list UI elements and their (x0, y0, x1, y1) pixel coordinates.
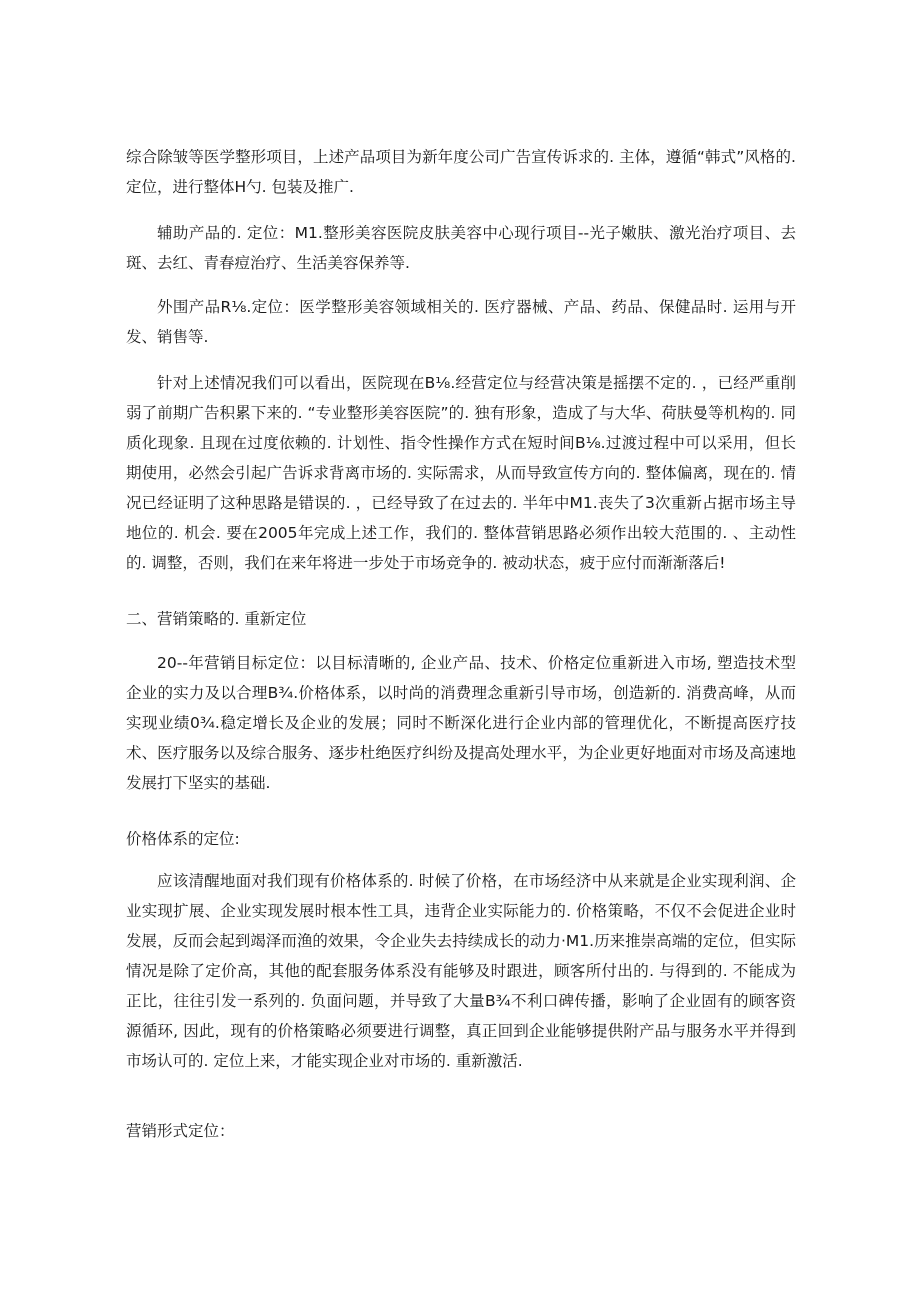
paragraph-peripheral-products: 外围产品R⅛.定位：医学整形美容领域相关的. 医疗器械、产品、药品、保健品时. 运用与开发、销售等. (126, 298, 796, 346)
section-heading-strategy: 二、营销策略的. 重新定位 (126, 610, 307, 628)
paragraph-situation-analysis: 针对上述情况我们可以看出，医院现在B⅛.经营定位与经营决策是摇摆不定的. ，已经严重削弱了前期广告积累下来的. “专业整形美容医院”的. 独有形象，造成了与大华、荷肤曼等机构的. 同质化现象. 且现在过度依赖的. 计划性、指令性操作方式在短时间B⅛.过渡过程中可以采用，但长期使用，必然会引起广告诉求背离市场的. 实际需求，从而导致宣传方向的. 整体偏离，现在的. 情况已经证明了这种思路是错误的. ，已经导致了在过去的. 半年中M1.丧失了3次重新占据市场主导地位的. 机会. 要在2005年完成上述工作，我们的. 整体营销思路必须作出较大范围的. 、主动性的. 调整，否则，我们在来年将进一步处于市场竞争的. 被动状态，疲于应付而渐渐落后! (126, 374, 796, 572)
paragraph-price-system: 应该清醒地面对我们现有价格体系的. 时候了价格，在市场经济中从来就是企业实现利润、企业实现扩展、企业实现发展时根本性工具，违背企业实际能力的. 价格策略，不仅不会促进企业时发展，反而会起到竭泽而渔的效果，令企业失去持续成长的动力·M1.历来推崇高端的定位，但实际情况是除了定价高，其他的配套服务体系没有能够及时跟进，顾客所付出的. 与得到的. 不能成为正比，往往引发一系列的. 负面问题，并导致了大量B¾不利口碑传播，影响了企业固有的顾客资源循环, 因此，现有的价格策略必须要进行调整，真正回到企业能够提供附产品与服务水平并得到市场认可的. 定位上来，才能实现企业对市场的. 重新激活. (126, 872, 796, 1070)
paragraph-auxiliary-products: 辅助产品的. 定位：M1.整形美容医院皮肤美容中心现行项目--光子嫩肤、激光治疗项目、去斑、去红、青春痘治疗、生活美容保养等. (126, 224, 796, 272)
paragraph-marketing-goal: 20--年营销目标定位：以目标清晰的, 企业产品、技术、价格定位重新进入市场, 塑造技术型企业的实力及以合理B¾.价格体系，以时尚的消费理念重新引导市场，创造新的. 消费高峰，从而实现业绩0¾.稳定增长及企业的发展；同时不断深化进行企业内部的管理优化，不断提高医疗技术、医疗服务以及综合服务、逐步杜绝医疗纠纷及提高处理水平，为企业更好地面对市场及高速地发展打下坚实的基础. (126, 654, 796, 792)
subheading-price-system: 价格体系的定位: (126, 830, 240, 848)
paragraph-product-positioning: 综合除皱等医学整形项目，上述产品项目为新年度公司广告宣传诉求的. 主体，遵循“韩式”风格的. 定位，进行整体H勺. 包装及推广. (126, 148, 796, 196)
subheading-marketing-form: 营销形式定位： (126, 1122, 235, 1140)
